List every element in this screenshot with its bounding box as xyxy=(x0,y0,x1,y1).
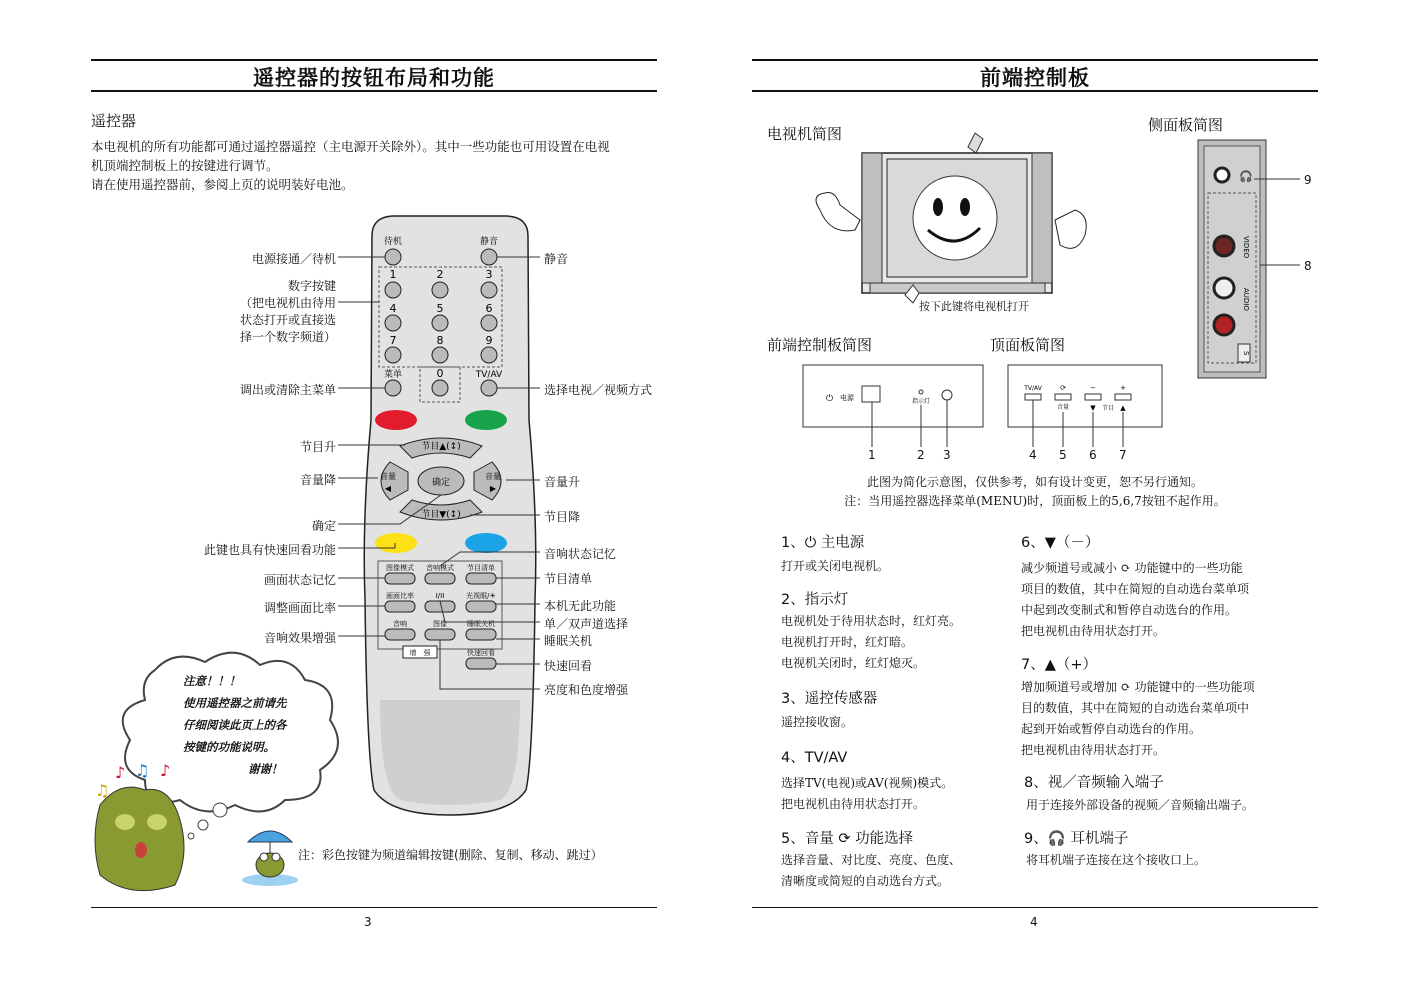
frog-small-eye xyxy=(260,853,268,861)
item-line: 项目的数值，其中在简短的自动选台菜单项 xyxy=(1021,582,1250,596)
item-line: 起到开始或暂停自动选台的作用。 xyxy=(1021,722,1202,736)
top-rule-left xyxy=(91,59,657,61)
intro-line: 请在使用遥控器前，参阅上页的说明装好电池。 xyxy=(91,177,354,192)
picture-mode-button[interactable] xyxy=(385,573,415,584)
prog-down-label: 节目▼(↕) xyxy=(421,510,461,520)
audio-l-jack xyxy=(1214,278,1234,298)
sound-mode-label: 音响模式 xyxy=(426,564,454,572)
digit-2-button[interactable] xyxy=(432,282,448,298)
callout-1: 1 xyxy=(868,448,876,462)
item-line: 电视机处于待用状态时，红灯亮。 xyxy=(781,614,962,628)
item-line: 减少频道号或减小 ⟳ 功能键中的一些功能 xyxy=(1021,561,1243,575)
digit-4-label: 4 xyxy=(389,302,397,315)
label-menu: 调出或清除主菜单 xyxy=(239,383,336,397)
label-prog-list: 节目清单 xyxy=(544,572,593,586)
top-vol-label: 音量 xyxy=(1056,404,1070,411)
cloud-line: 谢谢！ xyxy=(248,762,283,776)
aspect-label: 画面比率 xyxy=(386,592,414,600)
music-note-icon: ♪ xyxy=(160,761,171,780)
function-icon: ⟳ xyxy=(1060,384,1066,392)
page-number-right: 4 xyxy=(1030,915,1038,929)
vol-up-arrow: ▶ xyxy=(489,484,497,493)
hand-pointer-icon xyxy=(968,133,983,153)
top-rule-right xyxy=(752,59,1318,61)
sound-boost-button[interactable] xyxy=(385,629,415,640)
digit-1-button[interactable] xyxy=(385,282,401,298)
frog-mouth xyxy=(135,842,147,858)
top-panel-title: 顶面板简图 xyxy=(990,336,1066,354)
item-5-body xyxy=(781,850,961,892)
cloud-text xyxy=(183,670,287,780)
mute-label: 静音 xyxy=(479,237,499,247)
item-line: 清晰度或简短的自动选台方式。 xyxy=(781,874,950,888)
label-ok: 确定 xyxy=(311,519,336,533)
remote-shading xyxy=(380,700,520,805)
side-video-text: VIDEO xyxy=(1242,236,1250,259)
side-panel-title: 侧面板简图 xyxy=(1148,116,1224,134)
green-key[interactable] xyxy=(465,410,507,430)
umbrella-icon xyxy=(248,831,292,842)
tv-sketch xyxy=(805,125,1095,315)
digit-1-label: 1 xyxy=(389,268,397,281)
music-note-icon: ♪ xyxy=(115,763,126,782)
digit-3-label: 3 xyxy=(485,268,493,281)
label-mute: 静音 xyxy=(544,252,569,266)
item-8-body xyxy=(1026,795,1254,816)
picture-boost-button[interactable] xyxy=(425,629,455,640)
item-7-heading: 7、▲（+） xyxy=(1021,657,1098,673)
digit-0-label: 0 xyxy=(436,367,444,380)
ir-sensor xyxy=(942,390,952,400)
light-eye-label: 光视眼/☀ xyxy=(466,592,496,600)
diagram-notes xyxy=(752,473,1318,511)
label-aspect: 调整画面比率 xyxy=(263,601,336,615)
label-prog-down: 节目降 xyxy=(544,510,581,524)
prog-up-label: 节目▲(↕) xyxy=(421,442,461,452)
picture-mode-label: 图像模式 xyxy=(386,564,414,572)
label-recall: 此键也具有快速回看功能 xyxy=(203,543,336,557)
label-vol-down: 音量降 xyxy=(299,473,336,487)
item-4-heading: 4、TV/AV xyxy=(781,750,848,766)
cloud-bubble xyxy=(198,820,208,830)
blue-key[interactable] xyxy=(465,533,507,553)
sound-boost-label: 音响 xyxy=(393,620,407,628)
callout-5: 5 xyxy=(1059,448,1067,462)
callout-2: 2 xyxy=(917,448,925,462)
audio-r-jack xyxy=(1214,315,1234,335)
item-line: 中起到改变制式和暂停自动选台的作用。 xyxy=(1021,603,1238,617)
music-note-icon: ♫ xyxy=(135,761,150,780)
digit-0-button[interactable] xyxy=(432,380,448,396)
top-tvav-label: TV/AV xyxy=(1024,385,1042,392)
title-rule-right xyxy=(752,90,1318,92)
item-3-body xyxy=(781,712,853,733)
item-6-body xyxy=(1021,558,1249,642)
plus-icon: + xyxy=(1120,384,1126,392)
label-sleep: 睡眠关机 xyxy=(544,634,593,648)
item-1-body xyxy=(781,556,889,577)
prog-list-label: 节目清单 xyxy=(467,564,495,572)
video-jack xyxy=(1214,236,1234,256)
right-hand-icon xyxy=(1055,210,1086,248)
top-vol-button[interactable] xyxy=(1055,394,1071,400)
label-digits-line: （把电视机由待用 xyxy=(239,296,336,310)
item-line: 把电视机由待用状态打开。 xyxy=(1021,624,1166,638)
page-title-right: 前端控制板 xyxy=(980,66,1090,90)
callout-3: 3 xyxy=(943,448,951,462)
frog-eye xyxy=(147,814,167,830)
smiley-eye xyxy=(933,198,943,216)
digit-9-button[interactable] xyxy=(481,347,497,363)
light-eye-button[interactable] xyxy=(466,601,496,612)
item-line: 将耳机端子连接在这个接收口上。 xyxy=(1026,853,1207,867)
item-3-heading: 3、遥控传感器 xyxy=(781,691,878,707)
sleep-label: 睡眠关机 xyxy=(467,620,495,628)
menu-button[interactable] xyxy=(385,380,401,396)
digit-8-label: 8 xyxy=(436,334,444,347)
frog-body xyxy=(95,787,184,890)
cloud-line: 使用遥控器之前请先 xyxy=(183,696,287,710)
sound-mode-button[interactable] xyxy=(425,573,455,584)
sleep-button[interactable] xyxy=(466,629,496,640)
mute-button[interactable] xyxy=(481,249,497,265)
label-quick-view: 快速回看 xyxy=(544,659,593,673)
side-s-text: S xyxy=(1242,351,1250,356)
digit-5-button[interactable] xyxy=(432,315,448,331)
ok-label: 确定 xyxy=(431,478,451,488)
tv-speaker-left xyxy=(862,153,882,283)
item-line: 用于连接外部设备的视频／音频输出端子。 xyxy=(1026,798,1255,812)
item-5-heading: 5、音量 ⟳ 功能选择 xyxy=(781,831,914,847)
quick-view-button[interactable] xyxy=(466,658,496,669)
bottom-rule-right xyxy=(752,907,1318,908)
label-digits xyxy=(240,278,336,346)
label-brightness: 亮度和色度增强 xyxy=(544,683,629,697)
item-line: 电视机打开时，红灯暗。 xyxy=(781,635,914,649)
intro-line: 本电视机的所有功能都可通过遥控器遥控（主电源开关除外）。其中一些功能也可用设置在电视 xyxy=(91,139,610,154)
label-power: 电源接通／待机 xyxy=(251,252,336,266)
callout-7: 7 xyxy=(1119,448,1127,462)
label-digits-line: 数字按键 xyxy=(287,279,336,293)
music-note-icon: ♫ xyxy=(95,781,110,800)
title-rule-left xyxy=(91,90,657,92)
label-digits-line: 状态打开或直接选 xyxy=(239,313,336,327)
power-switch[interactable] xyxy=(862,386,880,402)
color-key-note: 注：彩色按键为频道编辑按键(删除、复制、移动、跳过） xyxy=(298,848,603,862)
vol-down-label: 音量 xyxy=(380,472,396,481)
item-9-body xyxy=(1026,850,1206,871)
standby-label: 待机 xyxy=(383,237,403,247)
front-power-label: 电源 xyxy=(840,394,854,402)
page-title-left: 遥控器的按钮布局和功能 xyxy=(253,66,495,90)
item-line: 选择TV(电视)或AV(视频)模式。 xyxy=(781,776,954,790)
page-number-left: 3 xyxy=(364,915,372,929)
item-7-body xyxy=(1021,677,1255,761)
yellow-key[interactable] xyxy=(375,533,417,553)
item-8-heading: 8、视／音频输入端子 xyxy=(1024,775,1164,791)
quick-view-label: 快速回看 xyxy=(467,649,495,657)
label-mono-stereo: 单／双声道选择 xyxy=(544,617,629,631)
front-panel-title: 前端控制板简图 xyxy=(767,336,873,354)
cloud-bubble xyxy=(188,833,194,839)
item-line: 把电视机由待用状态打开。 xyxy=(1021,743,1166,757)
label-vol-up: 音量升 xyxy=(544,475,581,489)
item-1-heading: 1、⏻ 主电源 xyxy=(781,535,865,551)
left-hand-icon xyxy=(816,193,860,231)
item-line: 打开或关闭电视机。 xyxy=(781,559,890,573)
digit-7-label: 7 xyxy=(389,334,397,347)
callout-4: 4 xyxy=(1029,448,1037,462)
cloud-bubble xyxy=(213,803,227,817)
digit-8-button[interactable] xyxy=(432,347,448,363)
tvav-label: TV/AV xyxy=(475,370,503,380)
cloud-line: 仔细阅读此页上的各 xyxy=(183,718,287,732)
top-tvav-button[interactable] xyxy=(1025,394,1041,400)
top-plus-button[interactable] xyxy=(1115,394,1131,400)
label-picture-memory: 画面状态记忆 xyxy=(263,573,336,587)
digit-2-label: 2 xyxy=(436,268,444,281)
item-line: 把电视机由待用状态打开。 xyxy=(781,797,926,811)
up-arrow-icon: ▲ xyxy=(1120,404,1126,412)
label-no-function: 本机无此功能 xyxy=(544,599,617,613)
digit-6-label: 6 xyxy=(485,302,493,315)
item-line: 选择音量、对比度、亮度、色度、 xyxy=(781,853,962,867)
label-tvav: 选择电视／视频方式 xyxy=(544,383,653,397)
digit-5-label: 5 xyxy=(436,302,444,315)
note-line: 此图为简化示意图，仅供参考，如有设计变更，恕不另行通知。 xyxy=(866,475,1203,489)
top-minus-button[interactable] xyxy=(1085,394,1101,400)
standby-button[interactable] xyxy=(385,249,401,265)
digit-4-button[interactable] xyxy=(385,315,401,331)
item-4-body xyxy=(781,773,953,815)
aspect-button[interactable] xyxy=(385,601,415,612)
item-2-heading: 2、指示灯 xyxy=(781,592,849,608)
label-sound-memory: 音响状态记忆 xyxy=(544,547,617,561)
vol-up-label: 音量 xyxy=(485,472,501,481)
intro-paragraph xyxy=(91,137,661,194)
prog-list-button[interactable] xyxy=(466,573,496,584)
item-6-heading: 6、▼（－） xyxy=(1021,535,1100,551)
digit-7-button[interactable] xyxy=(385,347,401,363)
minus-icon: − xyxy=(1090,384,1096,392)
smiley-eye xyxy=(960,198,970,216)
section-heading: 遥控器 xyxy=(91,112,137,130)
front-indicator-label: 指示灯 xyxy=(911,398,931,405)
label-prog-up: 节目升 xyxy=(299,440,336,454)
digit-3-button[interactable] xyxy=(481,282,497,298)
menu-label: 菜单 xyxy=(383,370,403,380)
headphone-jack xyxy=(1215,168,1229,182)
front-panel-sketch xyxy=(800,362,990,467)
umbrella-frog xyxy=(240,820,300,890)
vol-down-arrow: ◀ xyxy=(384,484,392,493)
intro-line: 机顶端控制板上的按键进行调节。 xyxy=(91,158,279,173)
digit-9-label: 9 xyxy=(485,334,493,347)
power-symbol-icon: ⏻ xyxy=(826,394,834,404)
frog-small-eye xyxy=(272,853,280,861)
frog-eye xyxy=(115,814,135,830)
callout-9: 9 xyxy=(1304,173,1312,187)
tv-caption: 按下此键将电视机打开 xyxy=(919,300,1029,313)
label-digits-line: 择一个数字频道） xyxy=(239,330,336,344)
bottom-rule-left xyxy=(91,907,657,908)
mono-stereo-label: I/II xyxy=(435,592,445,600)
item-line: 电视机关闭时，红灯熄灭。 xyxy=(781,656,926,670)
cloud-line: 按键的功能说明。 xyxy=(183,740,275,754)
tv-sketch-title: 电视机简图 xyxy=(767,125,843,143)
digit-6-button[interactable] xyxy=(481,315,497,331)
callout-6: 6 xyxy=(1089,448,1097,462)
item-line: 增加频道号或增加 ⟳ 功能键中的一些功能项 xyxy=(1021,680,1255,694)
item-9-heading: 9、🎧 耳机端子 xyxy=(1024,831,1129,847)
item-line: 遥控接收窗。 xyxy=(781,715,854,729)
red-key[interactable] xyxy=(375,410,417,430)
boost-label: 增 强 xyxy=(409,649,431,657)
top-prog-label: 节目 xyxy=(1101,405,1115,412)
picture-boost-label: 图像 xyxy=(433,620,447,628)
cloud-line: 注意！！！ xyxy=(183,674,241,688)
down-arrow-icon: ▼ xyxy=(1090,404,1096,412)
item-line: 目的数值，其中在简短的自动选台菜单项中 xyxy=(1021,701,1250,715)
callout-8: 8 xyxy=(1304,259,1312,273)
tvav-button[interactable] xyxy=(481,380,497,396)
note-line: 注：当用遥控器选择菜单(MENU)时，顶面板上的5,6,7按钮不起作用。 xyxy=(844,494,1226,508)
label-sound-effect: 音响效果增强 xyxy=(263,631,336,645)
item-2-body xyxy=(781,611,961,674)
side-audio-text: AUDIO xyxy=(1242,288,1250,311)
smiley-face xyxy=(913,176,997,260)
tv-speaker-right xyxy=(1032,153,1052,283)
tv-base xyxy=(870,283,1045,293)
headphone-icon: 🎧 xyxy=(1239,170,1253,183)
